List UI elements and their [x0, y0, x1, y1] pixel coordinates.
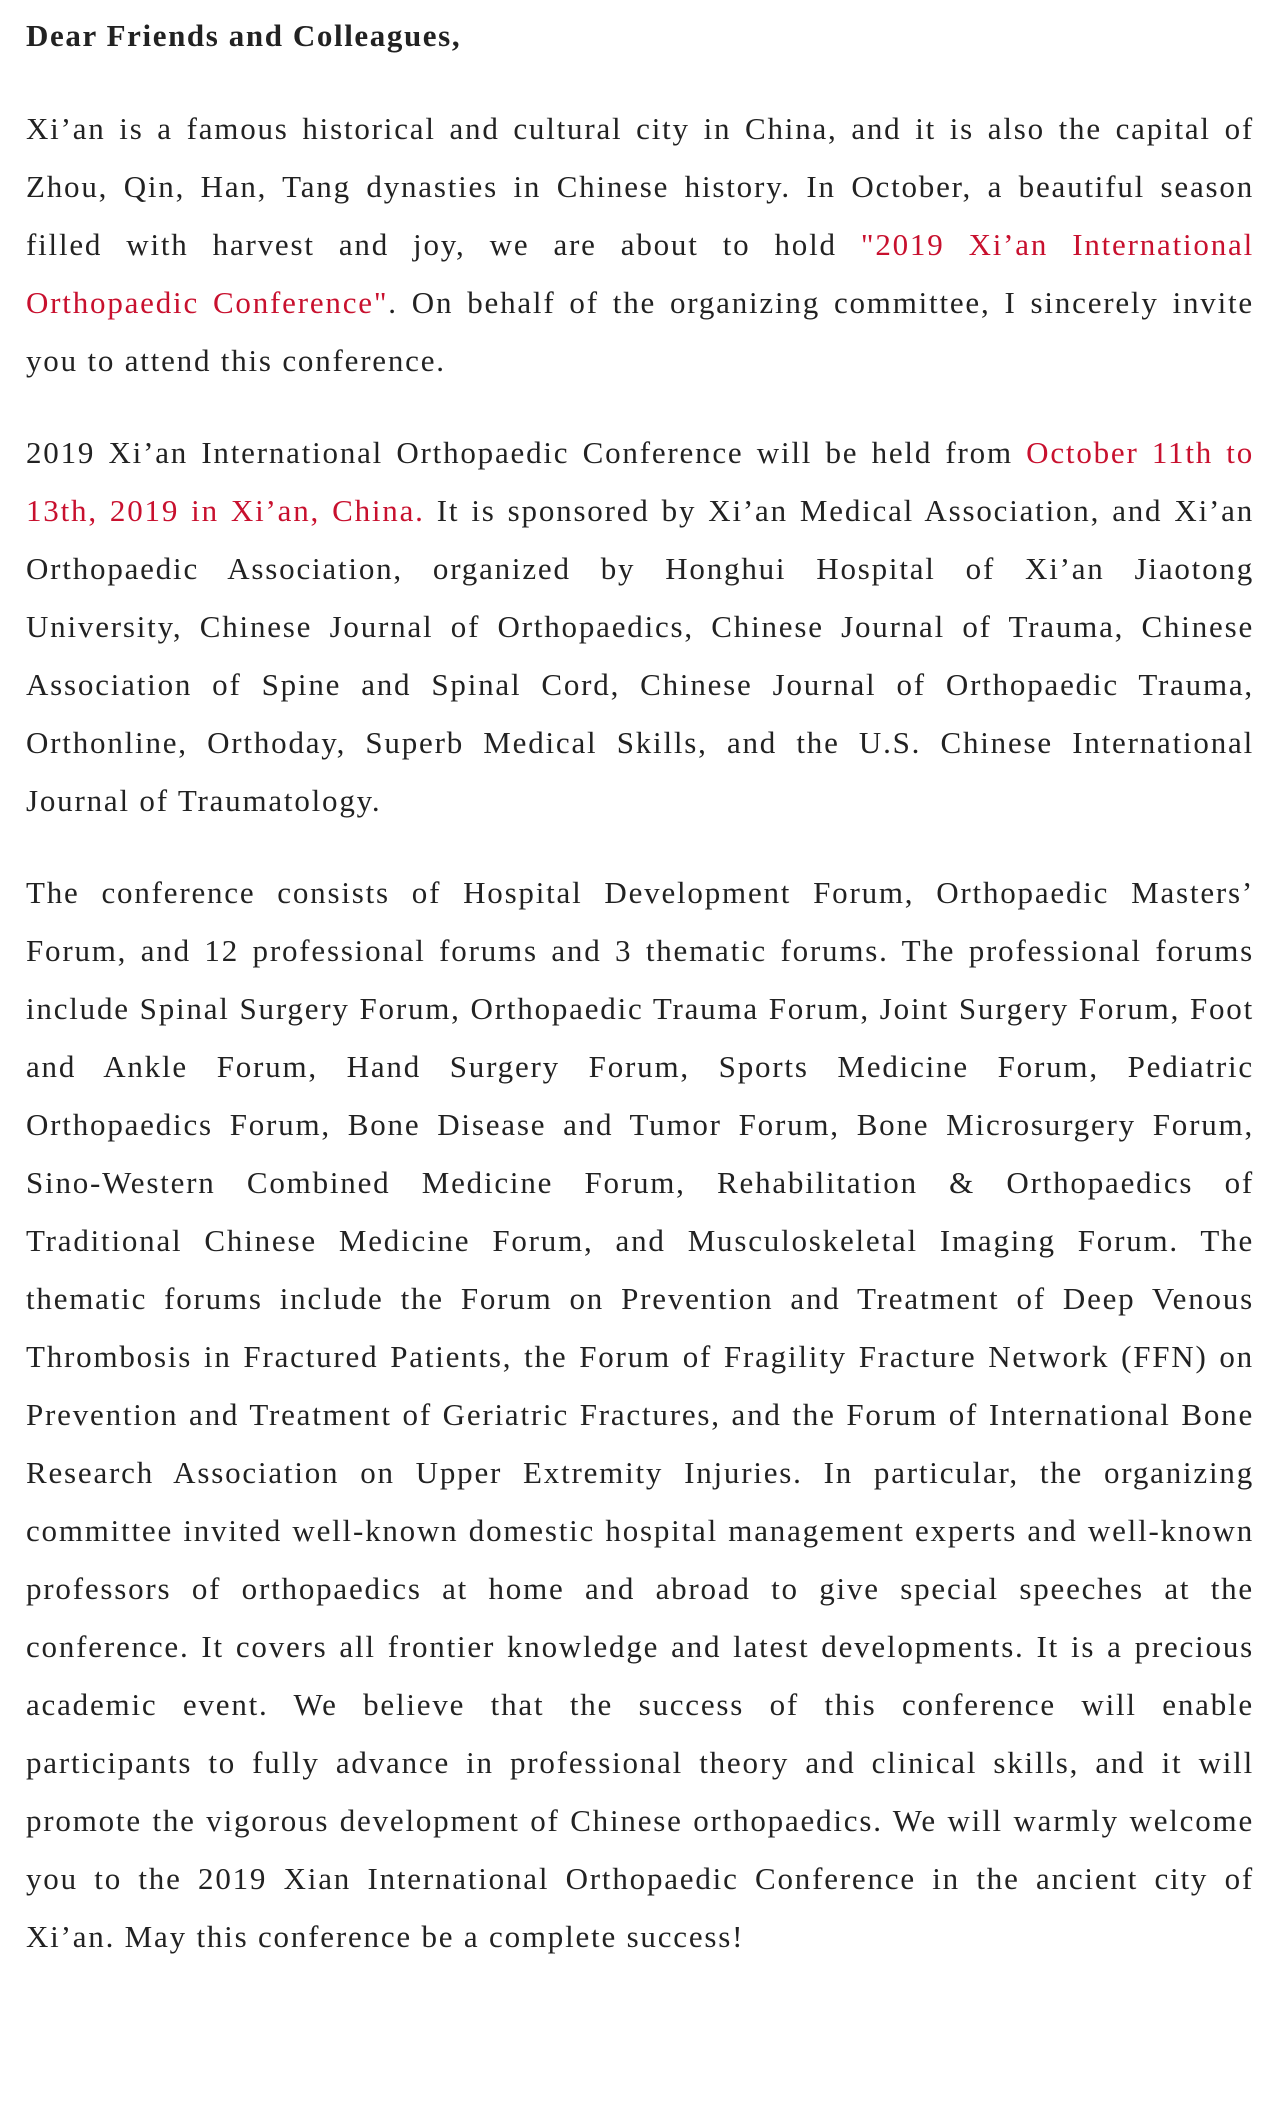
paragraph-dates-sponsors: [26, 424, 1254, 830]
paragraph-intro-text-start: Xi’an is a famous historical and cultural city in China, and it is also the capital of Zhou, Qin, Han, Tang dynasties in Chinese history. In October, a beautiful season filled with harvest and joy, we are about to hold: [26, 111, 1254, 262]
paragraph-intro: [26, 100, 1254, 390]
paragraph-forums: The conference consists of Hospital Development Forum, Orthopaedic Masters’ Forum, and 12 professional forums and 3 thematic forums. The professional forums include Spinal Surgery Forum, Orthopaedic Trauma Forum, Joint Surgery Forum, Foot and Ankle Forum, Hand Surgery Forum, Sports Medicine Forum, Pediatric Orthopaedics Forum, Bone Disease and Tumor Forum, Bone Microsurgery Forum, Sino-Western Combined Medicine Forum, Rehabilitation & Orthopaedics of Traditional Chinese Medicine Forum, and Musculoskeletal Imaging Forum. The thematic forums include the Forum on Prevention and Treatment of Deep Venous Thrombosis in Fractured Patients, the Forum of Fragility Fracture Network (FFN) on Prevention and Treatment of Geriatric Fractures, and the Forum of International Bone Research Association on Upper Extremity Injuries. In particular, the organizing committee invited well-known domestic hospital management experts and well-known professors of orthopaedics at home and abroad to give special speeches at the conference. It covers all frontier knowledge and latest developments. It is a precious academic event. We believe that the success of this conference will enable participants to fully advance in professional theory and clinical skills, and it will promote the vigorous development of Chinese orthopaedics. We will warmly welcome you to the 2019 Xian International Orthopaedic Conference in the ancient city of Xi’an. May this conference be a complete success!: [26, 875, 1254, 1954]
conference-name-highlight: "2019 Xi’an International Orthopaedic Conference": [26, 227, 1254, 320]
date-location-highlight: October 11th to 13th, 2019 in Xi’an, China.: [26, 435, 1255, 528]
paragraph-dates-text-start: 2019 Xi’an International Orthopaedic Conference will be held from: [26, 435, 1027, 470]
paragraph-dates-text-end: It is sponsored by Xi’an Medical Association, and Xi’an Orthopaedic Association, organized by Honghui Hospital of Xi’an Jiaotong University, Chinese Journal of Orthopaedics, Chinese Journal of Trauma, Chinese Association of Spine and Spinal Cord, Chinese Journal of Orthopaedic Trauma, Orthonline, Orthoday, Superb Medical Skills, and the U.S. Chinese International Journal of Traumatology.: [26, 493, 1254, 818]
greeting-heading: Dear Friends and Colleagues,: [26, 18, 462, 53]
paragraph-intro-text-end: . On behalf of the organizing committee, I sincerely invite you to attend this conference.: [26, 285, 1254, 378]
